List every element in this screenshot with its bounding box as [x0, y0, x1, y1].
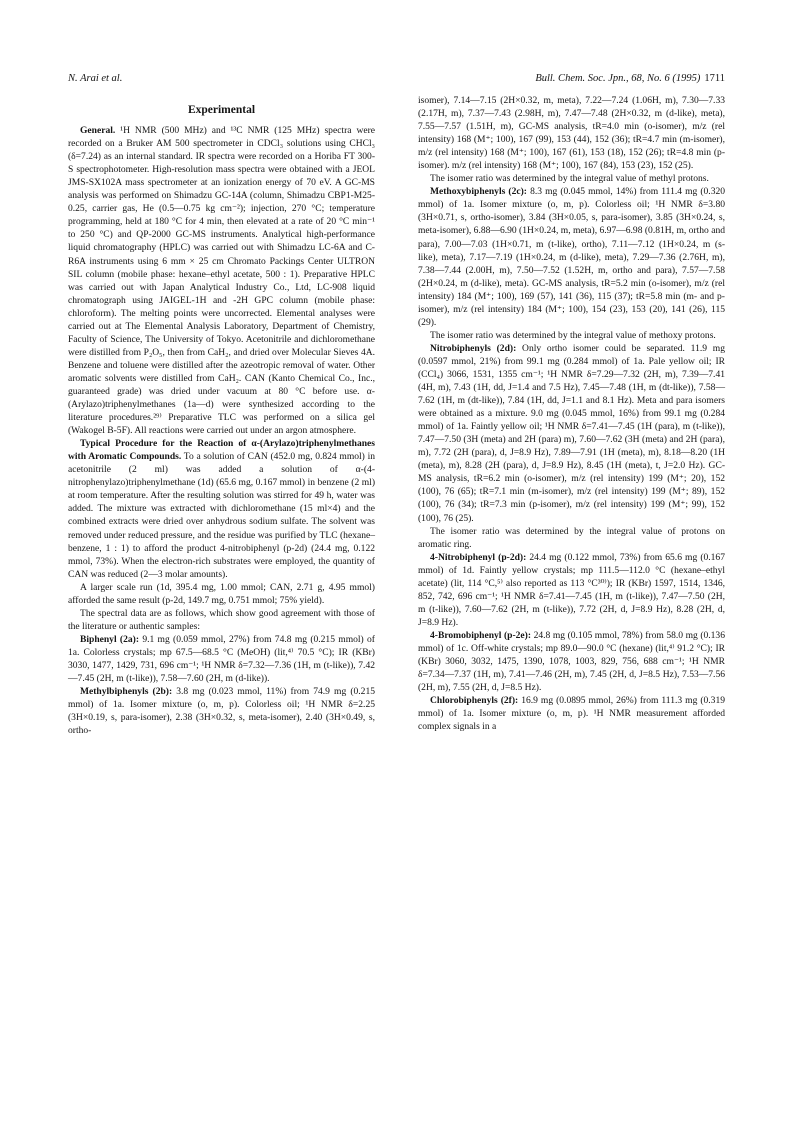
paragraph-4-nitro-text: 24.4 mg (0.122 mmol, 73%) from 65.6 mg (0.167 mmol) of 1d. Faintly yellow crystals; mp 111.5—112.0 °C (hexane–ethyl acetate) (lit, 114 °C,⁵⁾ also reported as 113 °C³⁰⁾); IR (KBr) 1597, 1514, 1346, 852, 742, 696 cm⁻¹; ¹H NMR δ=7.41—7.45 (1H, m (t-like)), 7.47—7.50 (2H, m (t-like)), 7.60—7.62 (2H, m (t-like)), 7.72 (2H, d, J=8.9 Hz), 8.28 (2H, d, J=8.9 Hz).: [418, 551, 725, 628]
run-in-heading-chlorobiphenyls: Chlorobiphenyls (2f):: [430, 695, 519, 707]
paragraph-larger-scale: A larger scale run (1d, 395.4 mg, 1.00 mmol; CAN, 2.71 g, 4.95 mmol) afforded the same result (p-2d, 149.7 mg, 0.751 mmol; 75% yield).: [68, 581, 375, 606]
paragraph-methoxybiphenyls: [418, 185, 725, 329]
paragraph-nitrobiphenyls: [418, 342, 725, 525]
paragraph-methyl-continuation: isomer), 7.14—7.15 (2H×0.32, m, meta), 7.22—7.24 (1.06H, m), 7.30—7.33 (2.17H, m), 7.37—7.43 (2.98H, m), 7.47—7.48 (2H×0.32, m (d-like), meta), 7.55—7.57 (1.51H, m), GC-MS analysis, tR=4.0 min (o-isomer), m/z (rel intensity) 168 (M⁺; 100), 167 (99), 153 (44), 152 (36); tR=4.7 min (m-isomer), m/z (rel intensity) 168 (M⁺; 100), 167 (61), 153 (18), 152 (26); tR=4.8 min (p-isomer). m/z (rel intensity) 168 (M⁺; 100), 167 (84), 153 (23), 152 (25).: [418, 95, 725, 172]
page-number: 1711: [704, 73, 725, 84]
run-in-heading-4-bromobiphenyl: 4-Bromobiphenyl (p-2e):: [430, 629, 532, 641]
paragraph-chloro-text: 16.9 mg (0.0895 mmol, 26%) from 111.3 mg (0.319 mmol) of 1a. Isomer mixture (o, m, p). ¹H NMR measurement afforded complex signals in a: [418, 695, 725, 733]
left-column: [68, 94, 375, 737]
paragraph-biphenyl: [68, 633, 375, 685]
paragraph-methylbiphenyls: [68, 685, 375, 737]
run-in-heading-biphenyl: Biphenyl (2a):: [80, 633, 139, 645]
run-in-heading-typical-procedure: Typical Procedure for the Reaction of α-(Arylazo)triphenylmethanes with Aromatic Compounds.: [68, 438, 375, 463]
run-in-heading-nitrobiphenyls: Nitrobiphenyls (2d):: [430, 342, 517, 354]
paragraph-typical-text: To a solution of CAN (452.0 mg, 0.824 mmol) in acetonitrile (2 ml) was added a solution of α-(4-nitrophenylazo)triphenylmethane (1d) (65.6 mg, 0.167 mmol) in benzene (2 ml) at room temperature. After the resulting solution was stirred for 49 h, water was added. The mixture was extracted with dichloromethane (15 ml×4) and the combined extracts were dried over anhydrous sodium sulfate. The solvent was removed under reduced pressure, and the residue was purified by TLC (hexane–benzene, 1 : 1) to afford the product 4-nitrobiphenyl (p-2d) (24.4 mg, 0.122 mmol, 73%). When the electron-rich substrates were employed, the quantity of CAN was reduced (2—3 molar amounts).: [68, 451, 376, 580]
run-in-heading-4-nitrobiphenyl: 4-Nitrobiphenyl (p-2d):: [430, 551, 527, 563]
paragraph-biphenyl-text: 9.1 mg (0.059 mmol, 27%) from 74.8 mg (0.215 mmol) of 1a. Colorless crystals; mp 67.5—68.5 °C (MeOH) (lit,⁴⁾ 70.5 °C); IR (KBr) 3030, 1477, 1429, 731, 696 cm⁻¹; ¹H NMR δ=7.32—7.36 (1H, m (t-like)), 7.42—7.45 (2H, m (t-like)), 7.58—7.60 (2H, m (d-like)).: [68, 633, 375, 685]
paragraph-4-bromo-text: 24.8 mg (0.105 mmol, 78%) from 58.0 mg (0.136 mmol) of 1c. Off-white crystals; mp 89.0—90.0 °C (hexane) (lit,⁴⁾ 91.2 °C); IR (KBr) 3060, 3032, 1475, 1390, 1078, 1003, 829, 756, 688 cm⁻¹; ¹H NMR δ=7.34—7.37 (1H, m), 7.41—7.46 (2H, m), 7.45 (2H, d, J=8.5 Hz), 7.53—7.56 (2H, m), 7.55 (2H, d, J=8.5 Hz).: [418, 629, 725, 694]
paragraph-methylbiphenyls-text: 3.8 mg (0.023 mmol, 11%) from 74.9 mg (0.215 mmol) of 1a. Isomer mixture (o, m, p). Colorless oil; ¹H NMR δ=2.25 (3H×0.19, s, para-isomer), 2.38 (3H×0.32, s, meta-isomer), 2.40 (3H×0.49, s, ortho-: [68, 686, 375, 737]
running-head-authors: N. Arai et al.: [68, 73, 123, 84]
paragraph-isomer-ratio-methyl: The isomer ratio was determined by the integral value of methyl protons.: [430, 173, 709, 185]
run-in-heading-methoxybiphenyls: Methoxybiphenyls (2c):: [430, 186, 527, 198]
paragraph-methoxy-text: 8.3 mg (0.045 mmol, 14%) from 111.4 mg (0.320 mmol) of 1a. Isomer mixture (o, m, p). Colorless oil; ¹H NMR δ=3.80 (3H×0.71, s, ortho-isomer), 3.84 (3H×0.05, s, para-isomer), 3.85 (3H×0.24, s, meta-isomer), 6.88—6.90 (1H×0.24, m, meta), 6.97—6.98 (0.81H, m, ortho and para), 7.00—7.03 (1H×0.71, m (t-like), ortho), 7.11—7.12 (1H×0.24, m (s-like), meta), 7.17—7.19 (1H×0.24, m (d-like), meta), 7.29—7.36 (2.76H, m), 7.38—7.44 (2.00H, m), 7.50—7.52 (1.52H, m, ortho and para), 7.57—7.58 (2H×0.24, m (d-like), meta). GC-MS analysis, tR=5.2 min (o-isomer), m/z (rel intensity) 184 (M⁺; 100), 169 (57), 141 (36), 115 (37); tR=5.8 min (m- and p-isomer), m/z (rel intensity) 184 (M⁺; 100), 154 (23), 153 (20), 141 (26), 115 (29).: [418, 186, 726, 328]
journal-citation: Bull. Chem. Soc. Jpn., 68, No. 6 (1995): [535, 73, 701, 84]
paragraph-general: [68, 124, 375, 437]
paragraph-nitro-text: Only ortho isomer could be separated. 11.9 mg (0.0597 mmol, 21%) from 99.1 mg (0.284 mmol) of 1a. Pale yellow oil; IR (CCl₄) 3066, 1531, 1355 cm⁻¹; ¹H NMR δ=7.29—7.32 (2H, m), 7.39—7.41 (4H, m), 7.43 (1H, dd, J=1.4 and 7.5 Hz), 7.45—7.48 (1H, m (dt-like)), 7.58—7.62 (1H, m (dt-like)), 7.84 (1H, dd, J=1.1 and 8.1 Hz). Meta and para isomers were obtained as a mixture. 9.0 mg (0.045 mmol, 16%) from 99.1 mg (0.284 mmol) of 1a. Faintly yellow oil; ¹H NMR δ=7.41—7.45 (1H (para), m (t-like)), 7.47—7.50 (3H (meta) and 2H (para) m), 7.60—7.62 (3H (meta) and 2H (para), m), 7.72 (2H (para), d, J=8.9 Hz), 7.89—7.91 (1H (meta), m), 8.18—8.20 (1H (meta), m), 8.28 (2H (para), d, J=8.9 Hz), 8.45 (1H (meta), t, J=2.0 Hz). GC-MS analysis, tR=6.2 min (o-isomer), m/z (rel intensity) 199 (M⁺; 20), 152 (100), 76 (65); tR=7.1 min (m-isomer), m/z (rel intensity) 199 (M⁺; 89), 152 (100), 76 (34); tR=7.3 min (p-isomer), m/z (rel intensity) 199 (M⁺; 99), 152 (100), 76 (25).: [418, 342, 726, 524]
paragraph-spectral-data: The spectral data are as follows, which show good agreement with those of the literature or authentic samples:: [68, 607, 375, 632]
paragraph-typical-procedure: [68, 437, 375, 581]
paragraph-isomer-ratio-methoxy: The isomer ratio was determined by the integral value of methoxy protons.: [430, 329, 716, 341]
run-in-heading-methylbiphenyls: Methylbiphenyls (2b):: [80, 686, 173, 698]
paragraph-4-bromobiphenyl: [418, 629, 725, 694]
running-head-journal: [535, 73, 725, 84]
paragraph-4-nitrobiphenyl: [418, 551, 725, 629]
paragraph-general-text: ¹H NMR (500 MHz) and ¹³C NMR (125 MHz) spectra were recorded on a Bruker AM 500 spectrometer in CDCl₃ solutions using CHCl₃ (δ=7.24) as an internal standard. IR spectra were recorded on a Horiba FT 300-S spectrophotometer. High-resolution mass spectra were obtained with a JEOL JMS-SX102A mass spectrometer at an ionization energy of 70 eV. A GC-MS analysis was performed on Shimadzu GC-14A (column, Shimadzu CBP1-M25-0.25, carrier gas, He (0.5—0.75 kg cm⁻²); injection, 270 °C; temperature programming, held at 180 °C for 4 min, then elevated at a rate of 20 °C min⁻¹ to 250 °C) and QP-2000 GC-MS instruments. Analytical high-performance liquid chromatography (HPLC) was carried out with Shimadzu LC-6A and C-R6A instruments using 6 mm × 25 cm Chromato Packings Center ULTRON SIL column (mobile phase: hexane–ethyl acetate, 500 : 1). Preparative HPLC was carried out with Japan Analytical Industry Co., Ltd, LC-908 liquid chromatograph using JAIGEL-1H and -2H GPC column (mobile phase: chloroform). The melting points were uncorrected. Elemental analyses were carried out at The Elemental Analysis Laboratory, Department of Chemistry, Faculty of Science, The University of Tokyo. Acetonitrile and dichloromethane were distilled from P₂O₅, then from CaH₂, and dried over Molecular Sieves 4A. Benzene and toluene were distilled after the azeotropic removal of water. Other aromatic solvents were distilled from CaH₂. CAN (Kanto Chemical Co., Inc., guaranteed grade) was dried under vacuum at 80 °C before use. α-(Arylazo)triphenylmethanes (1a—d) were synthesized according to the literature procedures.²⁹⁾ Preparative TLC was performed on a silica gel (Wakogel B-5F). All reactions were carried out under an argon atmosphere.: [68, 125, 375, 437]
paragraph-isomer-ratio-aromatic: The isomer ratio was determined by the integral value of protons on aromatic ring.: [418, 525, 725, 550]
right-column: [418, 94, 725, 733]
run-in-heading-general: General.: [80, 125, 116, 137]
section-title-experimental: Experimental: [187, 104, 256, 116]
paragraph-chlorobiphenyls: [418, 694, 725, 733]
